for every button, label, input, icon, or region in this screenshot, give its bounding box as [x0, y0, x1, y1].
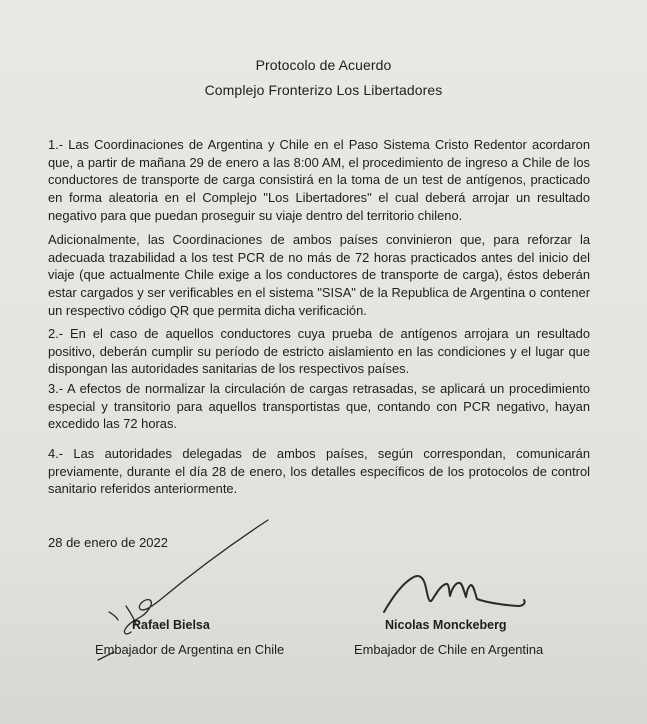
- signature-monckeberg: [384, 576, 525, 612]
- document-subtitle: Complejo Fronterizo Los Libertadores: [204, 82, 443, 98]
- paragraph-point-1: 1.- Las Coordinaciones de Argentina y Chile en el Paso Sistema Cristo Redentor acordaron que, a partir de mañana 29 de enero a las 8:00 AM, el procedimiento de ingreso a Chile de los conductores de transporte de carga consistirá en la toma de un test de antígenos, practicado en forma aleatoria en el Complejo "Los Libertadores" el cual deberá arrojar un resultado negativo para que puedan proseguir su viaje dentro del territorio chileno.: [48, 137, 590, 223]
- paragraph-point-3: 3.- A efectos de normalizar la circulación de cargas retrasadas, se aplicará un procedimiento especial y transitorio para aquellos transportistas que, contando con PCR negativo, hayan excedido las 72 horas.: [48, 381, 590, 432]
- document-title: Protocolo de Acuerdo: [255, 57, 392, 73]
- signatory-role-monckeberg: Embajador de Chile en Argentina: [354, 642, 544, 657]
- document-date: 28 de enero de 2022: [48, 535, 168, 550]
- signatory-role-bielsa: Embajador de Argentina en Chile: [95, 642, 285, 657]
- paragraph-point-2: 2.- En el caso de aquellos conductores cuya prueba de antígenos arrojara un resultado positivo, deberán cumplir su período de estricto aislamiento en las condiciones y el lugar que dispongan las autoridades sanitarias de los respectivos países.: [48, 326, 590, 377]
- signatory-name-bielsa: Rafael Bielsa: [132, 618, 210, 632]
- signatory-name-monckeberg: Nicolas Monckeberg: [385, 618, 507, 632]
- paragraph-additional: Adicionalmente, las Coordinaciones de ambos países convinieron que, para reforzar la adecuada trazabilidad a los test PCR de no más de 72 horas practicados antes del inicio del viaje (que actualmente Chile exige a los conductores de transporte de carga), éstos deberán estar cargados y ser verificables en el sistema "SISA" de la Republica de Argentina o contener un respectivo código QR que permita dicha verificación.: [48, 232, 590, 318]
- paragraph-point-4: 4.- Las autoridades delegadas de ambos países, según correspondan, comunicarán previamente, durante el día 28 de enero, los detalles específicos de los protocolos de control sanitario referidos anteriormente.: [48, 446, 590, 497]
- signature-bielsa: [98, 520, 268, 660]
